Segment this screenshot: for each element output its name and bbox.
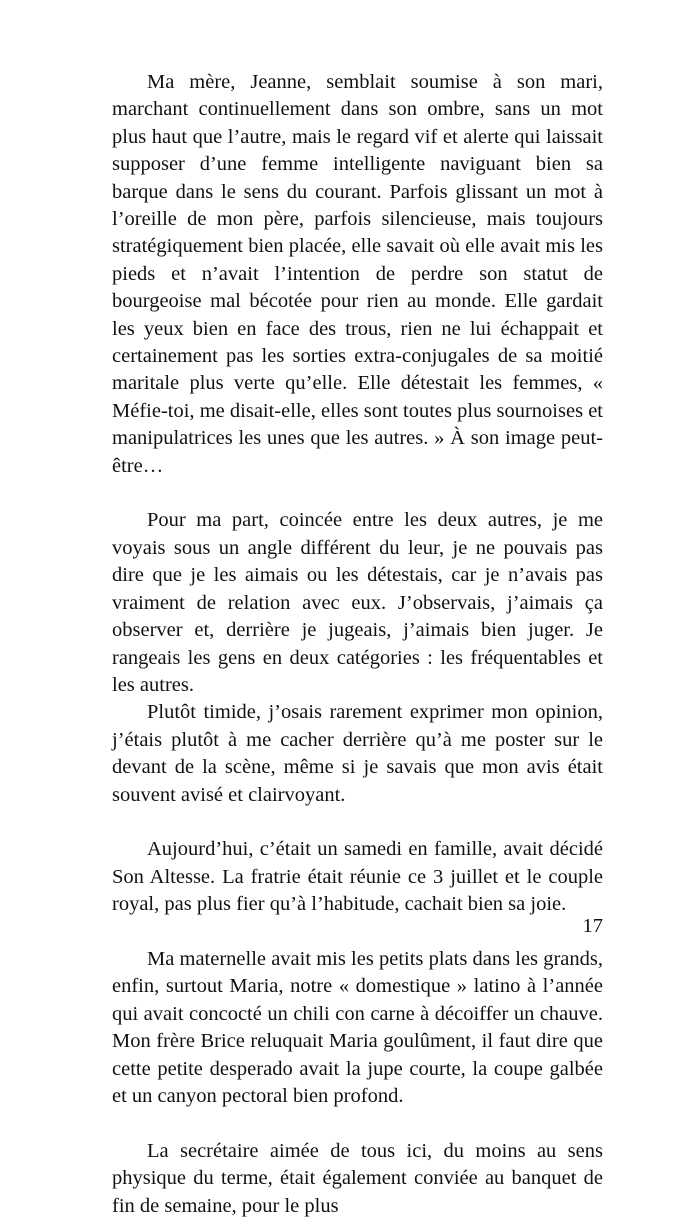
- paragraph: Plutôt timide, j’osais rarement exprimer mon opinion, j’étais plutôt à me cacher derrière qu’à me poster sur le devant de la scène, même si je savais que mon avis était souvent avisé et clairvoyant.: [112, 701, 603, 806]
- paragraph: La secrétaire aimée de tous ici, du moins au sens physique du terme, était également conviée au banquet de fin de semaine, pour le plus: [112, 1139, 603, 1217]
- paragraph: Pour ma part, coincée entre les deux autres, je me voyais sous un angle différent du leur, je ne pouvais pas dire que je les aimais ou les détestais, car je n’avais pas vraiment de relation avec eux. J’observais, j’aimais ça observer et, derrière je jugeais, j’aimais bien juger. Je rangeais les gens en deux catégories : les fréquentables et les autres.: [112, 509, 603, 696]
- body-text: [112, 69, 603, 1220]
- paragraph: Aujourd’hui, c’était un samedi en famille, avait décidé Son Altesse. La fratrie était réunie ce 3 juillet et le couple royal, pas plus fier qu’à l’habitude, cachait bien sa joie.: [112, 838, 603, 916]
- paragraph: Ma maternelle avait mis les petits plats dans les grands, enfin, surtout Maria, notre « domestique » latino à l’année qui avait concocté un chili con carne à décoiffer un chauve. Mon frère Brice reluquait Maria goulûment, il faut dire que cette petite desperado avait la jupe courte, la coupe galbée et un canyon pectoral bien profond.: [112, 947, 603, 1107]
- page-number: 17: [582, 915, 603, 937]
- paragraph: Ma mère, Jeanne, semblait soumise à son mari, marchant continuellement dans son ombre, sans un mot plus haut que l’autre, mais le regard vif et alerte qui laissait supposer d’une femme intelligente naviguant bien sa barque dans le sens du courant. Parfois glissant un mot à l’oreille de mon père, parfois silencieuse, mais toujours stratégiquement bien placée, elle savait où elle avait mis les pieds et n’avait l’intention de perdre son statut de bourgeoise mal bécotée pour rien au monde. Elle gardait les yeux bien en face des trous, rien ne lui échappait et certainement pas les sorties extra-conjugales de sa moitié maritale plus verte qu’elle. Elle détestait les femmes, « Méfie-toi, me disait-elle, elles sont toutes plus sournoises et manipulatrices les unes que les autres. » À son image peut-être…: [112, 71, 603, 477]
